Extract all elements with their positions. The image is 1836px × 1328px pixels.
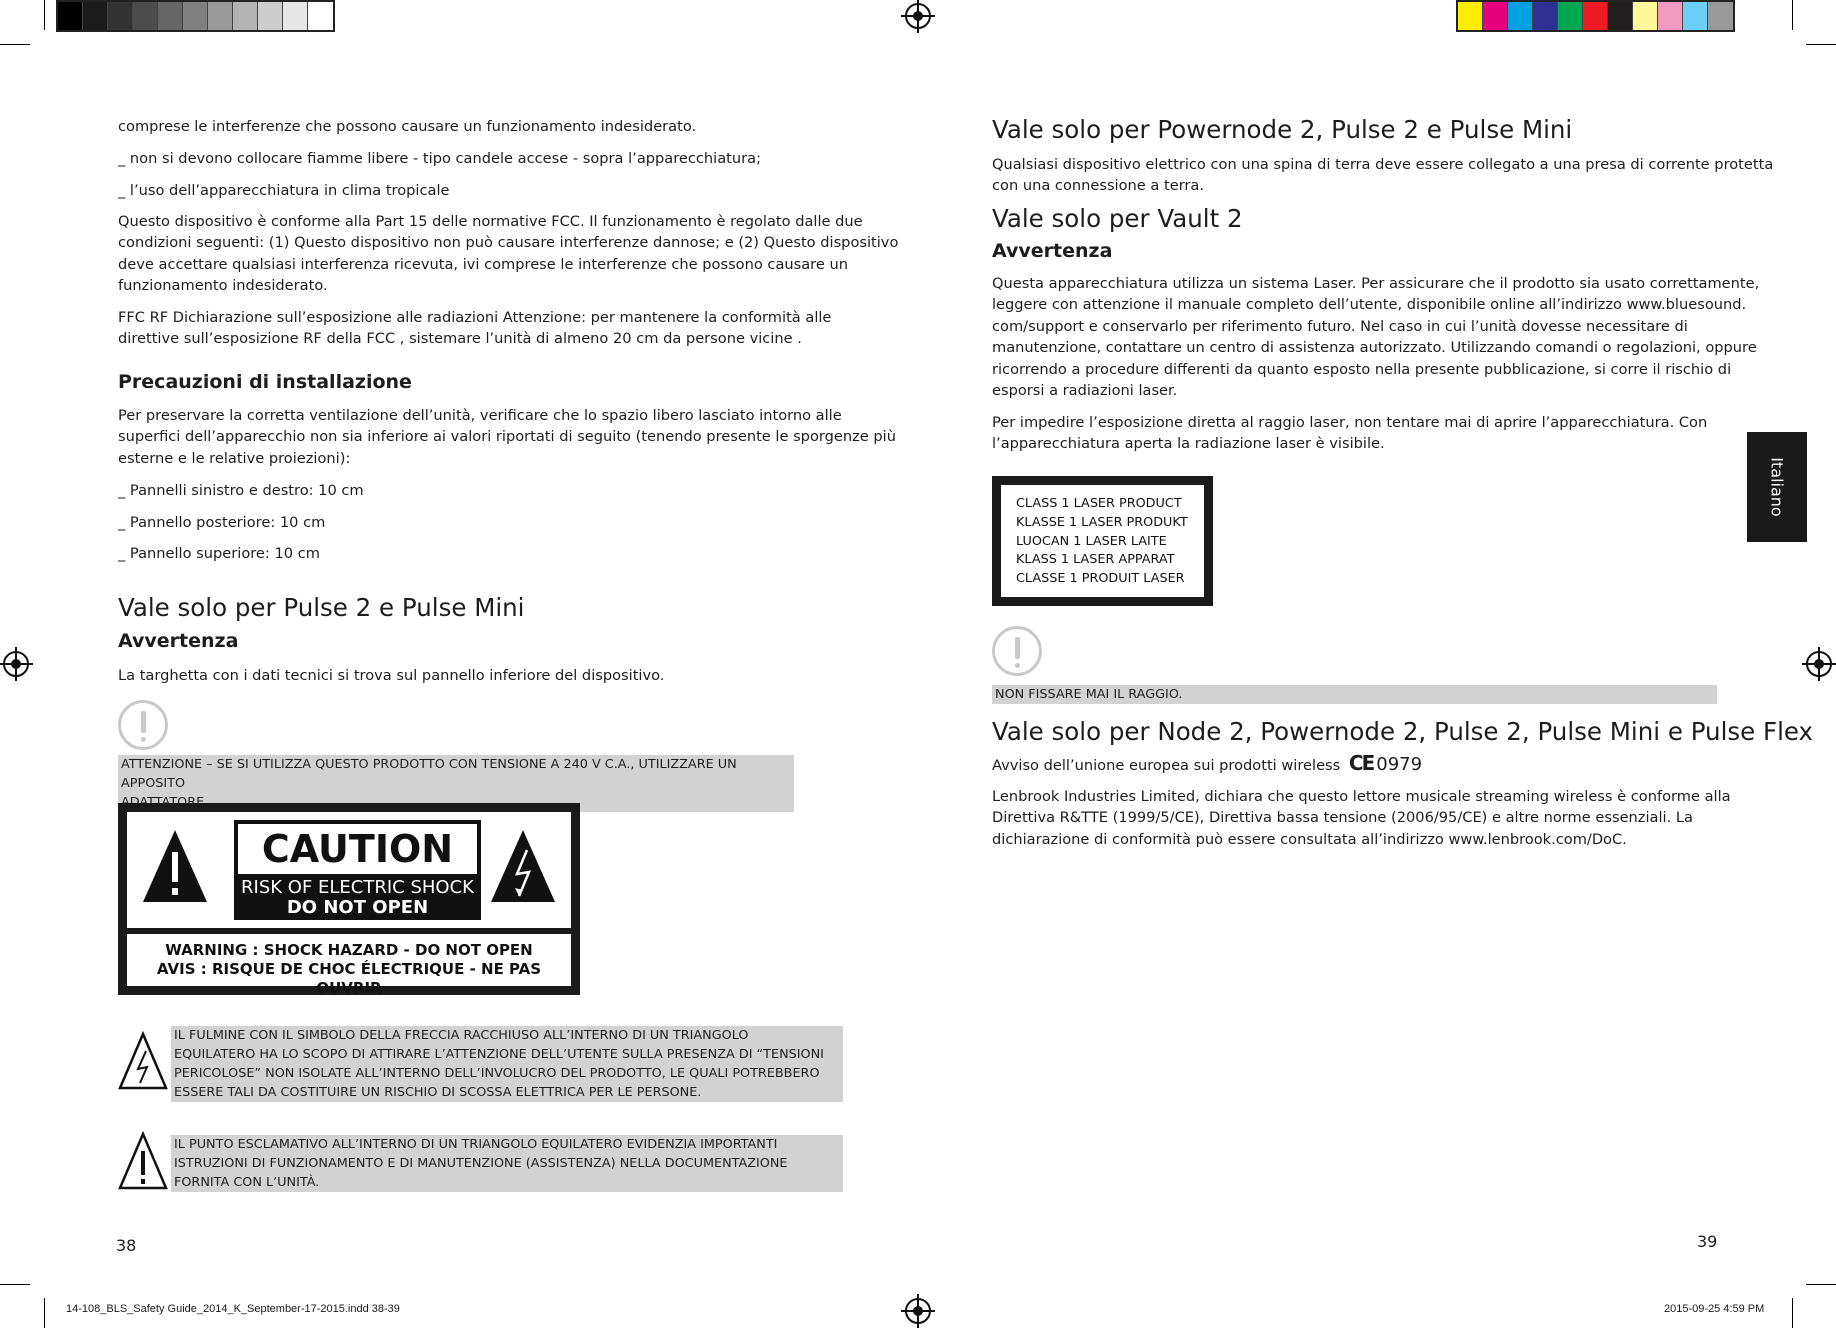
language-side-tab: [1747, 432, 1807, 542]
text-line: funzionamento indesiderato.: [118, 277, 328, 295]
swatch: [1608, 2, 1633, 30]
laser-class-label: [992, 476, 1213, 606]
swatch: [158, 2, 183, 30]
laser-line: LUOCAN 1 LASER LAITE: [1016, 533, 1167, 549]
text-line: ESSERE TALI DA COSTITUIRE UN RISCHIO DI SCOSSA ELETTRICA PER LE PERSONE.: [174, 1085, 702, 1100]
swatch: [1633, 2, 1658, 30]
registration-mark-icon: [905, 1298, 931, 1324]
laser-paragraph: [992, 273, 1759, 401]
page-number: 39: [1697, 1232, 1718, 1251]
swatch: [1658, 2, 1683, 30]
laser-line: CLASSE 1 PRODUIT LASER: [1016, 571, 1185, 587]
text-line: Qualsiasi dispositivo elettrico con una spina di terra deve essere collegato a una presa di corrente protetta: [992, 156, 1774, 173]
install-paragraph: [118, 405, 896, 469]
side-tab-label: Italiano: [1767, 457, 1787, 517]
do-not-open-line: DO NOT OPEN: [286, 897, 429, 918]
laser-line: CLASS 1 LASER PRODUCT: [1016, 496, 1182, 511]
swatch: [1458, 2, 1483, 30]
swatch: [258, 2, 283, 30]
vault-heading: Vale solo per Vault 2: [992, 204, 1243, 233]
eu-notice: [992, 753, 1422, 776]
color-swatch-bar: [1456, 0, 1735, 32]
swatch: [108, 2, 133, 30]
swatch: [1583, 2, 1608, 30]
powernode-paragraph: [992, 154, 1773, 197]
crop-mark: [0, 1284, 30, 1285]
swatch: [1508, 2, 1533, 30]
crop-mark: [1806, 1284, 1836, 1285]
text-line: dichiarazione di conformità può essere consultata all’indirizzo www.lenbrook.com/DoC.: [992, 830, 1627, 848]
text-line: condizioni seguenti: (1) Questo dispositivo non può causare interferenze dannose; e (2) Questo dispositivo: [118, 234, 899, 252]
swatch: [1483, 2, 1508, 30]
swatch: [233, 2, 258, 30]
risk-line: RISK OF ELECTRIC SHOCK: [241, 877, 474, 898]
exclamation-circle-icon: [118, 700, 168, 750]
text-line: Lenbrook Industries Limited, dichiara che questo lettore musicale streaming wireless è conforme alla: [992, 788, 1731, 805]
rf-paragraph: [118, 307, 831, 350]
lightning-triangle-icon: [489, 826, 557, 906]
registration-mark-icon: [1806, 651, 1832, 677]
caution-word: CAUTION: [238, 824, 477, 874]
swatch: [283, 2, 308, 30]
exclamation-triangle-icon: [118, 1131, 168, 1191]
text-line: direttive sull’esposizione RF della FCC , sistemare l’unità di almeno 20 cm da persone vicine .: [118, 330, 802, 348]
text-line: FORNITA CON L’UNITÀ.: [174, 1175, 320, 1190]
caution-label: [118, 803, 580, 995]
text-line: EQUILATERO HA LO SCOPO DI ATTIRARE L’ATTENZIONE DELL’UTENTE SULLA PRESENZA DI “TENSIONI: [174, 1047, 824, 1062]
text-line: com/support e conservarlo per riferimento futuro. Nel caso in cui l’unità dovesse necessitare di: [992, 317, 1688, 335]
text-line: PERICOLOSE” NON ISOLATE ALL’INTERNO DELL’INVOLUCRO DEL PRODOTTO, LE QUALI POTREBBERO: [174, 1066, 820, 1081]
pulse-subheading: Avvertenza: [118, 630, 239, 652]
ce-mark: CE: [1348, 751, 1374, 775]
exclamation-circle-icon: [992, 626, 1042, 676]
powernode-heading: Vale solo per Powernode 2, Pulse 2 e Pulse Mini: [992, 115, 1573, 144]
intro-line: _ l’uso dell’apparecchiatura in clima tropicale: [118, 182, 450, 199]
fcc-paragraph: [118, 211, 898, 297]
lightning-triangle-icon: [118, 1031, 168, 1091]
page-number: 38: [116, 1236, 137, 1255]
registration-mark-icon: [905, 3, 931, 29]
text-line: Per preservare la corretta ventilazione dell’unità, verificare che lo spazio libero lasciato intorno alle: [118, 407, 842, 424]
text-line: IL FULMINE CON IL SIMBOLO DELLA FRECCIA RACCHIUSO ALL’INTERNO DI UN TRIANGOLO: [174, 1028, 749, 1043]
ce-number: 0979: [1376, 754, 1423, 775]
swatch: [1683, 2, 1708, 30]
text-line: leggere con attenzione il manuale completo dell’utente, disponibile online all’indirizzo www.bluesound.: [992, 296, 1747, 314]
text-line: FFC RF Dichiarazione sull’esposizione alle radiazioni Attenzione: per mantenere la conformità alle: [118, 309, 832, 326]
registration-mark-icon: [3, 651, 29, 677]
crop-mark: [0, 44, 30, 45]
swatch: [1558, 2, 1583, 30]
text-line: Per impedire l’esposizione diretta al raggio laser, non tentare mai di aprire l’apparecchiatura. Con: [992, 414, 1708, 431]
text-line: con una connessione a terra.: [992, 177, 1205, 195]
caution-label-top: [127, 812, 571, 928]
swatch: [1708, 2, 1733, 30]
text-line: deve accettare qualsiasi interferenza ricevuta, ivi comprese le interferenze che possono causare un: [118, 255, 848, 273]
eu-notice-text: Avviso dell’unione europea sui prodotti wireless: [992, 757, 1341, 774]
exclamation-note: [171, 1135, 843, 1192]
text-line: l’apparecchiatura aperta la radiazione laser è visibile.: [992, 435, 1385, 453]
grayscale-swatch-bar: [56, 0, 335, 32]
no-stare-note: NON FISSARE MAI IL RAGGIO.: [992, 685, 1717, 704]
intro-line: _ non si devono collocare fiamme libere - tipo candele accese - sopra l’apparecchiatura;: [118, 150, 762, 167]
text-line: ATTENZIONE – SE SI UTILIZZA QUESTO PRODOTTO CON TENSIONE A 240 V C.A., UTILIZZARE UN APPOSITO: [121, 757, 737, 791]
laser-line: KLASS 1 LASER APPARAT: [1016, 552, 1175, 568]
crop-mark: [44, 0, 45, 30]
panel-item: _ Pannelli sinistro e destro: 10 cm: [118, 482, 364, 499]
caution-label-bottom: [127, 934, 571, 997]
text-line: ricorrendo a procedure differenti da quanto esposto nella presente pubblicazione, si corre il rischio di: [992, 360, 1732, 378]
swatch: [58, 2, 83, 30]
pulse-heading: Vale solo per Pulse 2 e Pulse Mini: [118, 593, 525, 622]
exclamation-triangle-icon: [141, 826, 209, 906]
panel-item: _ Pannello posteriore: 10 cm: [118, 514, 326, 531]
warning-fr: AVIS : RISQUE DE CHOC ÉLECTRIQUE - NE PAS OUVRIR: [156, 960, 542, 997]
text-line: manutenzione, contattare un centro di assistenza autorizzato. Utilizzando comandi o regolazioni, oppure: [992, 339, 1757, 357]
text-line: Direttiva R&TTE (1999/5/CE), Direttiva bassa tensione (2006/95/CE) e altre norme essenziali. La: [992, 809, 1693, 827]
text-line: IL PUNTO ESCLAMATIVO ALL’INTERNO DI UN TRIANGOLO EQUILATERO EVIDENZIA IMPORTANTI: [174, 1137, 778, 1152]
text-line: esporsi a radiazioni laser.: [992, 382, 1178, 400]
warning-en: WARNING : SHOCK HAZARD - DO NOT OPEN: [165, 941, 533, 959]
eu-paragraph: [992, 786, 1731, 850]
risk-text: [236, 878, 479, 918]
caution-center-box: [234, 820, 481, 920]
swatch: [208, 2, 233, 30]
vault-subheading: Avvertenza: [992, 240, 1113, 262]
laser-paragraph-2: [992, 412, 1707, 455]
text-line: Questa apparecchiatura utilizza un sistema Laser. Per assicurare che il prodotto sia usato correttamente,: [992, 275, 1760, 292]
swatch: [133, 2, 158, 30]
eu-heading: Vale solo per Node 2, Powernode 2, Pulse 2, Pulse Mini e Pulse Flex: [992, 717, 1814, 746]
swatch: [83, 2, 108, 30]
text-line: esterne e le relative proiezioni):: [118, 449, 351, 467]
lightning-note: [171, 1026, 843, 1102]
swatch: [183, 2, 208, 30]
crop-mark: [1792, 1298, 1793, 1328]
laser-line: KLASSE 1 LASER PRODUKT: [1016, 514, 1188, 530]
crop-mark: [1806, 44, 1836, 45]
slug-file: 14-108_BLS_Safety Guide_2014_K_September-17-2015.indd 38-39: [66, 1303, 400, 1315]
crop-mark: [1792, 0, 1793, 30]
pulse-text: La targhetta con i dati tecnici si trova sul pannello inferiore del dispositivo.: [118, 667, 665, 684]
slug-timestamp: 2015-09-25 4:59 PM: [1664, 1303, 1765, 1315]
swatch: [1533, 2, 1558, 30]
crop-mark: [44, 1298, 45, 1328]
swatch: [308, 2, 333, 30]
text-line: Questo dispositivo è conforme alla Part 15 delle normative FCC. Il funzionamento è regolato dalle due: [118, 213, 863, 230]
install-heading: Precauzioni di installazione: [118, 371, 412, 393]
text-line: ISTRUZIONI DI FUNZIONAMENTO E DI MANUTENZIONE (ASSISTENZA) NELLA DOCUMENTAZIONE: [174, 1156, 788, 1171]
panel-item: _ Pannello superiore: 10 cm: [118, 545, 320, 562]
intro-line: comprese le interferenze che possono causare un funzionamento indesiderato.: [118, 118, 697, 135]
text-line: superfici dell’apparecchio non sia inferiore ai valori riportati di seguito (tenendo presente le sporgenze più: [118, 428, 896, 446]
laser-label-text: [1001, 485, 1204, 597]
